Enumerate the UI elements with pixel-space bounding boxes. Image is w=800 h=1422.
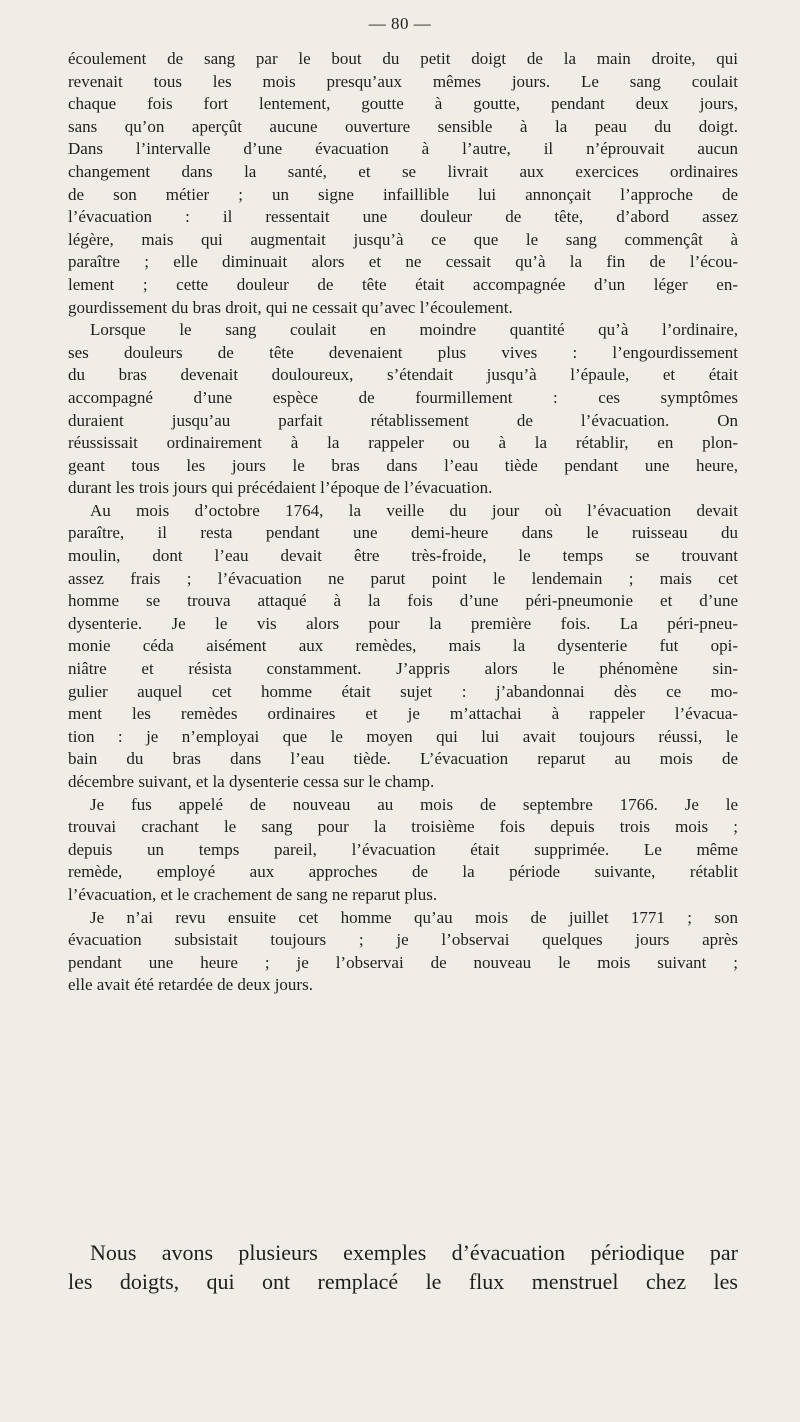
text-line: gulier auquel cet homme était sujet : j’abandonnai dès ce mo- — [68, 681, 738, 701]
text-line: lement ; cette douleur de tête était accompagnée d’un léger en- — [68, 274, 738, 294]
text-line: l’évacuation, et le crachement de sang ne reparut plus. — [68, 884, 438, 904]
text-line: revenait tous les mois presqu’aux mêmes jours. Le sang coulait — [68, 71, 738, 91]
text-line: l’évacuation : il ressentait une douleur de tête, d’abord assez — [68, 207, 738, 227]
text-line: écoulement de sang par le bout du petit doigt de la main droite, qui — [68, 49, 738, 68]
text-line: Au mois d’octobre 1764, la veille du jour où l’évacuation devait — [90, 500, 738, 520]
text-line: niâtre et résista constamment. J’appris alors le phénomène sin- — [68, 659, 738, 679]
text-line: durant les trois jours qui précédaient l’époque de l’évacuation. — [68, 478, 493, 498]
text-line: trouvai crachant le sang pour la troisième fois depuis trois mois ; — [68, 817, 738, 837]
text-line: paraître, il resta pendant une demi-heure dans le ruisseau du — [68, 523, 738, 543]
text-line: homme se trouva attaqué à la fois d’une péri-pneumonie et d’une — [68, 591, 738, 611]
text-line: remède, employé aux approches de la période suivante, rétablit — [68, 862, 738, 882]
text-line: monie céda aisément aux remèdes, mais la dysenterie fut opi- — [68, 636, 738, 656]
text-line: changement dans la santé, et se livrait aux exercices ordinaires — [68, 161, 738, 181]
text-line: depuis un temps pareil, l’évacuation était supprimée. Le même — [68, 839, 738, 859]
text-line: légère, mais qui augmentait jusqu’à ce que le sang commençât à — [68, 229, 738, 249]
text-line: bain du bras dans l’eau tiède. L’évacuation reparut au mois de — [68, 749, 738, 769]
text-line: du bras devenait douloureux, s’étendait jusqu’à l’épaule, et était — [68, 365, 738, 385]
text-line: paraître ; elle diminuait alors et ne cessait qu’à la fin de l’écou- — [68, 252, 738, 272]
text-line: pendant une heure ; je l’observai de nouveau le mois suivant ; — [68, 952, 738, 972]
text-line: chaque fois fort lentement, goutte à goutte, pendant deux jours, — [68, 94, 738, 114]
text-line: dysenterie. Je le vis alors pour la première fois. La péri-pneu- — [68, 613, 738, 633]
text-line: gourdissement du bras droit, qui ne cessait qu’avec l’écoulement. — [68, 297, 513, 317]
page-number: — 80 — — [368, 14, 432, 33]
text-line: Je fus appelé de nouveau au mois de septembre 1766. Je le — [90, 794, 738, 814]
text-line: accompagné d’une espèce de fourmillement : ces symptômes — [68, 387, 738, 407]
text-line: ses douleurs de tête devenaient plus vives : l’engourdissement — [68, 342, 738, 362]
text-line: Lorsque le sang coulait en moindre quantité qu’à l’ordinaire, — [90, 320, 738, 340]
text-line: décembre suivant, et la dysenterie cessa sur le champ. — [68, 772, 435, 791]
text-line: sans qu’on aperçût aucune ouverture sensible à la peau du doigt. — [68, 116, 738, 136]
text-line: les doigts, qui ont remplacé le flux menstruel chez les — [68, 1269, 738, 1294]
text-line: geant tous les jours le bras dans l’eau tiède pendant une heure, — [68, 455, 738, 475]
body-text — [68, 48, 738, 997]
text-line: ment les remèdes ordinaires et je m’attachai à rappeler l’évacua- — [68, 704, 738, 724]
text-line: de son métier ; un signe infaillible lui annonçait l’approche de — [68, 184, 738, 204]
text-line: Nous avons plusieurs exemples d’évacuation périodique par — [90, 1240, 738, 1265]
text-line: réussissait ordinairement à la rappeler ou à la rétablir, en plon- — [68, 433, 738, 453]
text-line: assez frais ; l’évacuation ne parut point le lendemain ; mais cet — [68, 568, 738, 588]
text-line: évacuation subsistait toujours ; je l’observai quelques jours après — [68, 930, 738, 950]
text-line: Dans l’intervalle d’une évacuation à l’autre, il n’éprouvait aucun — [68, 139, 738, 159]
text-line: moulin, dont l’eau devait être très-froide, le temps se trouvant — [68, 546, 738, 566]
text-line: elle avait été retardée de deux jours. — [68, 975, 313, 995]
text-line: Je n’ai revu ensuite cet homme qu’au mois de juillet 1771 ; son — [90, 907, 738, 927]
closing-paragraph — [68, 1238, 738, 1296]
text-line: duraient jusqu’au parfait rétablissement de l’évacuation. On — [68, 410, 738, 430]
text-line: tion : je n’employai que le moyen qui lui avait toujours réussi, le — [68, 726, 738, 746]
